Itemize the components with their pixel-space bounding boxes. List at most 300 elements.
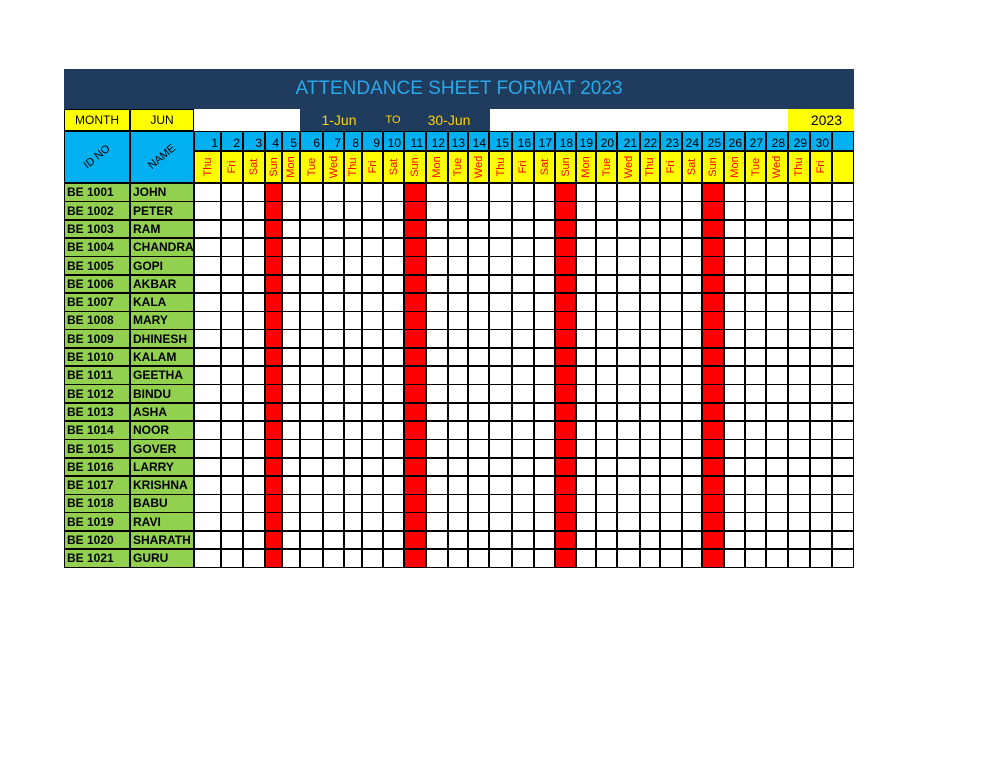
attendance-cell[interactable] xyxy=(832,476,854,495)
attendance-cell[interactable] xyxy=(344,201,362,220)
attendance-cell[interactable] xyxy=(243,220,265,239)
attendance-cell[interactable] xyxy=(832,494,854,513)
attendance-cell[interactable] xyxy=(832,220,854,239)
attendance-cell[interactable] xyxy=(468,201,489,220)
attendance-cell[interactable] xyxy=(344,329,362,348)
attendance-cell[interactable] xyxy=(640,329,660,348)
attendance-cell[interactable] xyxy=(810,329,832,348)
start-date[interactable]: 1-Jun xyxy=(321,112,357,128)
attendance-cell[interactable] xyxy=(426,403,448,422)
attendance-cell[interactable] xyxy=(489,256,512,275)
attendance-cell[interactable] xyxy=(617,220,640,239)
attendance-cell[interactable] xyxy=(724,458,745,477)
attendance-cell[interactable] xyxy=(724,201,745,220)
attendance-cell[interactable] xyxy=(300,256,323,275)
attendance-cell[interactable] xyxy=(810,220,832,239)
attendance-cell[interactable] xyxy=(489,549,512,568)
attendance-cell[interactable] xyxy=(682,275,702,294)
attendance-cell[interactable] xyxy=(596,439,617,458)
attendance-cell[interactable] xyxy=(426,238,448,257)
attendance-cell[interactable] xyxy=(745,366,766,385)
attendance-cell[interactable] xyxy=(596,293,617,312)
attendance-cell[interactable] xyxy=(640,311,660,330)
attendance-cell[interactable] xyxy=(576,201,596,220)
attendance-cell[interactable] xyxy=(448,238,468,257)
attendance-cell[interactable] xyxy=(766,220,788,239)
attendance-cell[interactable] xyxy=(448,439,468,458)
attendance-cell[interactable] xyxy=(344,531,362,550)
attendance-cell[interactable] xyxy=(243,439,265,458)
attendance-cell[interactable] xyxy=(810,293,832,312)
attendance-cell[interactable] xyxy=(448,293,468,312)
attendance-cell[interactable] xyxy=(489,311,512,330)
attendance-cell[interactable] xyxy=(448,421,468,440)
attendance-cell[interactable] xyxy=(660,256,682,275)
attendance-cell[interactable] xyxy=(660,293,682,312)
attendance-cell[interactable] xyxy=(468,421,489,440)
attendance-cell[interactable] xyxy=(426,256,448,275)
attendance-cell[interactable] xyxy=(640,220,660,239)
attendance-cell[interactable] xyxy=(362,256,383,275)
attendance-cell[interactable] xyxy=(745,311,766,330)
attendance-cell[interactable] xyxy=(660,311,682,330)
attendance-cell[interactable] xyxy=(617,183,640,202)
attendance-cell[interactable] xyxy=(194,256,221,275)
attendance-cell[interactable] xyxy=(282,183,300,202)
attendance-cell[interactable] xyxy=(344,384,362,403)
attendance-cell[interactable] xyxy=(426,549,448,568)
attendance-cell[interactable] xyxy=(576,421,596,440)
attendance-cell[interactable] xyxy=(617,275,640,294)
attendance-cell[interactable] xyxy=(788,293,810,312)
attendance-cell[interactable] xyxy=(448,531,468,550)
attendance-cell[interactable] xyxy=(300,366,323,385)
attendance-cell[interactable] xyxy=(448,329,468,348)
attendance-cell[interactable] xyxy=(640,348,660,367)
attendance-cell[interactable] xyxy=(832,549,854,568)
attendance-cell[interactable] xyxy=(534,329,555,348)
attendance-cell[interactable] xyxy=(426,384,448,403)
attendance-cell[interactable] xyxy=(512,220,534,239)
attendance-cell[interactable] xyxy=(832,256,854,275)
attendance-cell[interactable] xyxy=(682,421,702,440)
attendance-cell[interactable] xyxy=(745,348,766,367)
attendance-cell[interactable] xyxy=(724,384,745,403)
attendance-cell[interactable] xyxy=(660,201,682,220)
attendance-cell[interactable] xyxy=(323,494,344,513)
attendance-cell[interactable] xyxy=(832,183,854,202)
attendance-cell[interactable] xyxy=(282,220,300,239)
attendance-cell[interactable] xyxy=(724,403,745,422)
attendance-cell[interactable] xyxy=(766,256,788,275)
attendance-cell[interactable] xyxy=(576,238,596,257)
attendance-cell[interactable] xyxy=(810,512,832,531)
attendance-cell[interactable] xyxy=(766,293,788,312)
attendance-cell[interactable] xyxy=(682,531,702,550)
attendance-cell[interactable] xyxy=(362,183,383,202)
attendance-cell[interactable] xyxy=(596,421,617,440)
attendance-cell[interactable] xyxy=(766,512,788,531)
attendance-cell[interactable] xyxy=(534,256,555,275)
attendance-cell[interactable] xyxy=(194,293,221,312)
attendance-cell[interactable] xyxy=(344,512,362,531)
attendance-cell[interactable] xyxy=(596,549,617,568)
attendance-cell[interactable] xyxy=(362,531,383,550)
attendance-cell[interactable] xyxy=(362,458,383,477)
attendance-cell[interactable] xyxy=(300,183,323,202)
attendance-cell[interactable] xyxy=(596,531,617,550)
attendance-cell[interactable] xyxy=(596,494,617,513)
attendance-cell[interactable] xyxy=(426,458,448,477)
attendance-cell[interactable] xyxy=(640,458,660,477)
attendance-cell[interactable] xyxy=(745,476,766,495)
attendance-cell[interactable] xyxy=(194,348,221,367)
attendance-cell[interactable] xyxy=(534,238,555,257)
attendance-cell[interactable] xyxy=(766,458,788,477)
attendance-cell[interactable] xyxy=(194,439,221,458)
attendance-cell[interactable] xyxy=(221,183,243,202)
attendance-cell[interactable] xyxy=(243,421,265,440)
attendance-cell[interactable] xyxy=(766,275,788,294)
attendance-cell[interactable] xyxy=(323,238,344,257)
end-date[interactable]: 30-Jun xyxy=(427,112,471,128)
attendance-cell[interactable] xyxy=(534,476,555,495)
attendance-cell[interactable] xyxy=(426,512,448,531)
attendance-cell[interactable] xyxy=(383,201,404,220)
attendance-cell[interactable] xyxy=(660,458,682,477)
attendance-cell[interactable] xyxy=(745,238,766,257)
attendance-cell[interactable] xyxy=(810,183,832,202)
attendance-cell[interactable] xyxy=(243,275,265,294)
attendance-cell[interactable] xyxy=(788,201,810,220)
attendance-cell[interactable] xyxy=(344,549,362,568)
attendance-cell[interactable] xyxy=(788,549,810,568)
attendance-cell[interactable] xyxy=(468,183,489,202)
attendance-cell[interactable] xyxy=(596,384,617,403)
attendance-cell[interactable] xyxy=(766,348,788,367)
attendance-cell[interactable] xyxy=(323,531,344,550)
attendance-cell[interactable] xyxy=(221,275,243,294)
attendance-cell[interactable] xyxy=(512,403,534,422)
attendance-cell[interactable] xyxy=(640,183,660,202)
attendance-cell[interactable] xyxy=(448,476,468,495)
attendance-cell[interactable] xyxy=(724,238,745,257)
attendance-cell[interactable] xyxy=(300,476,323,495)
attendance-cell[interactable] xyxy=(660,421,682,440)
attendance-cell[interactable] xyxy=(383,439,404,458)
attendance-cell[interactable] xyxy=(596,220,617,239)
attendance-cell[interactable] xyxy=(383,421,404,440)
attendance-cell[interactable] xyxy=(489,293,512,312)
attendance-cell[interactable] xyxy=(640,476,660,495)
attendance-cell[interactable] xyxy=(745,384,766,403)
attendance-cell[interactable] xyxy=(426,531,448,550)
attendance-cell[interactable] xyxy=(362,201,383,220)
attendance-cell[interactable] xyxy=(489,403,512,422)
attendance-cell[interactable] xyxy=(810,384,832,403)
attendance-cell[interactable] xyxy=(468,494,489,513)
attendance-cell[interactable] xyxy=(810,476,832,495)
attendance-cell[interactable] xyxy=(243,329,265,348)
attendance-cell[interactable] xyxy=(468,512,489,531)
attendance-cell[interactable] xyxy=(194,494,221,513)
attendance-cell[interactable] xyxy=(344,421,362,440)
attendance-cell[interactable] xyxy=(468,439,489,458)
attendance-cell[interactable] xyxy=(745,531,766,550)
attendance-cell[interactable] xyxy=(766,183,788,202)
attendance-cell[interactable] xyxy=(617,476,640,495)
attendance-cell[interactable] xyxy=(243,293,265,312)
attendance-cell[interactable] xyxy=(512,476,534,495)
attendance-cell[interactable] xyxy=(243,458,265,477)
attendance-cell[interactable] xyxy=(596,201,617,220)
attendance-cell[interactable] xyxy=(468,275,489,294)
attendance-cell[interactable] xyxy=(344,238,362,257)
attendance-cell[interactable] xyxy=(534,531,555,550)
attendance-cell[interactable] xyxy=(660,384,682,403)
attendance-cell[interactable] xyxy=(300,421,323,440)
attendance-cell[interactable] xyxy=(426,311,448,330)
attendance-cell[interactable] xyxy=(832,458,854,477)
attendance-cell[interactable] xyxy=(617,421,640,440)
attendance-cell[interactable] xyxy=(534,220,555,239)
attendance-cell[interactable] xyxy=(576,476,596,495)
attendance-cell[interactable] xyxy=(832,531,854,550)
attendance-cell[interactable] xyxy=(282,512,300,531)
attendance-cell[interactable] xyxy=(383,549,404,568)
attendance-cell[interactable] xyxy=(383,329,404,348)
attendance-cell[interactable] xyxy=(766,366,788,385)
attendance-cell[interactable] xyxy=(724,512,745,531)
attendance-cell[interactable] xyxy=(489,201,512,220)
attendance-cell[interactable] xyxy=(282,458,300,477)
attendance-cell[interactable] xyxy=(788,311,810,330)
attendance-cell[interactable] xyxy=(682,494,702,513)
attendance-cell[interactable] xyxy=(468,329,489,348)
attendance-cell[interactable] xyxy=(576,403,596,422)
attendance-cell[interactable] xyxy=(832,311,854,330)
attendance-cell[interactable] xyxy=(617,403,640,422)
attendance-cell[interactable] xyxy=(534,293,555,312)
attendance-cell[interactable] xyxy=(534,494,555,513)
attendance-cell[interactable] xyxy=(282,531,300,550)
attendance-cell[interactable] xyxy=(617,458,640,477)
attendance-cell[interactable] xyxy=(448,384,468,403)
attendance-cell[interactable] xyxy=(788,403,810,422)
attendance-cell[interactable] xyxy=(576,384,596,403)
attendance-cell[interactable] xyxy=(576,311,596,330)
attendance-cell[interactable] xyxy=(448,348,468,367)
attendance-cell[interactable] xyxy=(282,256,300,275)
attendance-cell[interactable] xyxy=(660,238,682,257)
attendance-cell[interactable] xyxy=(788,220,810,239)
attendance-cell[interactable] xyxy=(640,512,660,531)
attendance-cell[interactable] xyxy=(660,439,682,458)
attendance-cell[interactable] xyxy=(745,458,766,477)
attendance-cell[interactable] xyxy=(512,275,534,294)
attendance-cell[interactable] xyxy=(448,201,468,220)
attendance-cell[interactable] xyxy=(512,201,534,220)
attendance-cell[interactable] xyxy=(832,384,854,403)
attendance-cell[interactable] xyxy=(596,476,617,495)
attendance-cell[interactable] xyxy=(617,384,640,403)
attendance-cell[interactable] xyxy=(323,329,344,348)
attendance-cell[interactable] xyxy=(344,439,362,458)
attendance-cell[interactable] xyxy=(426,293,448,312)
attendance-cell[interactable] xyxy=(448,275,468,294)
attendance-cell[interactable] xyxy=(660,494,682,513)
attendance-cell[interactable] xyxy=(682,220,702,239)
attendance-cell[interactable] xyxy=(194,512,221,531)
attendance-cell[interactable] xyxy=(640,256,660,275)
attendance-cell[interactable] xyxy=(745,549,766,568)
attendance-cell[interactable] xyxy=(745,183,766,202)
attendance-cell[interactable] xyxy=(745,329,766,348)
attendance-cell[interactable] xyxy=(221,238,243,257)
attendance-cell[interactable] xyxy=(426,329,448,348)
attendance-cell[interactable] xyxy=(724,256,745,275)
attendance-cell[interactable] xyxy=(724,183,745,202)
attendance-cell[interactable] xyxy=(426,201,448,220)
attendance-cell[interactable] xyxy=(810,494,832,513)
attendance-cell[interactable] xyxy=(383,238,404,257)
attendance-cell[interactable] xyxy=(596,329,617,348)
attendance-cell[interactable] xyxy=(534,275,555,294)
attendance-cell[interactable] xyxy=(362,494,383,513)
attendance-cell[interactable] xyxy=(682,403,702,422)
attendance-cell[interactable] xyxy=(660,512,682,531)
attendance-cell[interactable] xyxy=(300,512,323,531)
attendance-cell[interactable] xyxy=(468,348,489,367)
attendance-cell[interactable] xyxy=(300,348,323,367)
attendance-cell[interactable] xyxy=(362,329,383,348)
attendance-cell[interactable] xyxy=(344,311,362,330)
attendance-cell[interactable] xyxy=(810,201,832,220)
attendance-cell[interactable] xyxy=(832,421,854,440)
attendance-cell[interactable] xyxy=(640,421,660,440)
attendance-cell[interactable] xyxy=(344,220,362,239)
attendance-cell[interactable] xyxy=(194,531,221,550)
attendance-cell[interactable] xyxy=(448,220,468,239)
attendance-cell[interactable] xyxy=(810,238,832,257)
attendance-cell[interactable] xyxy=(766,531,788,550)
attendance-cell[interactable] xyxy=(323,439,344,458)
attendance-cell[interactable] xyxy=(323,256,344,275)
attendance-cell[interactable] xyxy=(323,220,344,239)
attendance-cell[interactable] xyxy=(512,531,534,550)
attendance-cell[interactable] xyxy=(362,403,383,422)
attendance-cell[interactable] xyxy=(512,439,534,458)
year-value[interactable]: 2023 xyxy=(788,109,854,131)
attendance-cell[interactable] xyxy=(383,275,404,294)
attendance-cell[interactable] xyxy=(282,238,300,257)
attendance-cell[interactable] xyxy=(468,293,489,312)
attendance-cell[interactable] xyxy=(810,256,832,275)
attendance-cell[interactable] xyxy=(468,476,489,495)
attendance-cell[interactable] xyxy=(512,549,534,568)
attendance-cell[interactable] xyxy=(448,494,468,513)
attendance-cell[interactable] xyxy=(640,531,660,550)
attendance-cell[interactable] xyxy=(724,275,745,294)
attendance-cell[interactable] xyxy=(362,311,383,330)
attendance-cell[interactable] xyxy=(468,531,489,550)
attendance-cell[interactable] xyxy=(576,439,596,458)
attendance-cell[interactable] xyxy=(745,512,766,531)
attendance-cell[interactable] xyxy=(617,549,640,568)
attendance-cell[interactable] xyxy=(832,439,854,458)
attendance-cell[interactable] xyxy=(745,256,766,275)
attendance-cell[interactable] xyxy=(383,348,404,367)
attendance-cell[interactable] xyxy=(512,311,534,330)
attendance-cell[interactable] xyxy=(282,293,300,312)
attendance-cell[interactable] xyxy=(221,384,243,403)
attendance-cell[interactable] xyxy=(489,348,512,367)
attendance-cell[interactable] xyxy=(660,366,682,385)
attendance-cell[interactable] xyxy=(282,366,300,385)
attendance-cell[interactable] xyxy=(596,366,617,385)
attendance-cell[interactable] xyxy=(221,201,243,220)
attendance-cell[interactable] xyxy=(576,348,596,367)
attendance-cell[interactable] xyxy=(323,275,344,294)
attendance-cell[interactable] xyxy=(682,476,702,495)
attendance-cell[interactable] xyxy=(426,439,448,458)
attendance-cell[interactable] xyxy=(362,293,383,312)
attendance-cell[interactable] xyxy=(362,476,383,495)
attendance-cell[interactable] xyxy=(300,549,323,568)
attendance-cell[interactable] xyxy=(221,256,243,275)
attendance-cell[interactable] xyxy=(596,311,617,330)
attendance-cell[interactable] xyxy=(617,531,640,550)
attendance-cell[interactable] xyxy=(300,329,323,348)
attendance-cell[interactable] xyxy=(243,403,265,422)
attendance-cell[interactable] xyxy=(512,366,534,385)
attendance-cell[interactable] xyxy=(512,293,534,312)
attendance-cell[interactable] xyxy=(788,458,810,477)
attendance-cell[interactable] xyxy=(596,458,617,477)
attendance-cell[interactable] xyxy=(512,512,534,531)
attendance-cell[interactable] xyxy=(448,549,468,568)
attendance-cell[interactable] xyxy=(489,531,512,550)
attendance-cell[interactable] xyxy=(194,329,221,348)
attendance-cell[interactable] xyxy=(362,439,383,458)
attendance-cell[interactable] xyxy=(221,458,243,477)
attendance-cell[interactable] xyxy=(640,238,660,257)
attendance-cell[interactable] xyxy=(576,366,596,385)
attendance-cell[interactable] xyxy=(323,348,344,367)
attendance-cell[interactable] xyxy=(194,403,221,422)
attendance-cell[interactable] xyxy=(300,403,323,422)
attendance-cell[interactable] xyxy=(221,439,243,458)
attendance-cell[interactable] xyxy=(766,201,788,220)
attendance-cell[interactable] xyxy=(640,403,660,422)
attendance-cell[interactable] xyxy=(468,458,489,477)
attendance-cell[interactable] xyxy=(810,531,832,550)
attendance-cell[interactable] xyxy=(745,201,766,220)
attendance-cell[interactable] xyxy=(596,348,617,367)
attendance-cell[interactable] xyxy=(724,293,745,312)
attendance-cell[interactable] xyxy=(426,421,448,440)
attendance-cell[interactable] xyxy=(243,256,265,275)
attendance-cell[interactable] xyxy=(344,494,362,513)
attendance-cell[interactable] xyxy=(221,421,243,440)
attendance-cell[interactable] xyxy=(766,549,788,568)
attendance-cell[interactable] xyxy=(300,384,323,403)
attendance-cell[interactable] xyxy=(617,348,640,367)
attendance-cell[interactable] xyxy=(745,293,766,312)
attendance-cell[interactable] xyxy=(640,293,660,312)
attendance-cell[interactable] xyxy=(682,329,702,348)
attendance-cell[interactable] xyxy=(426,183,448,202)
